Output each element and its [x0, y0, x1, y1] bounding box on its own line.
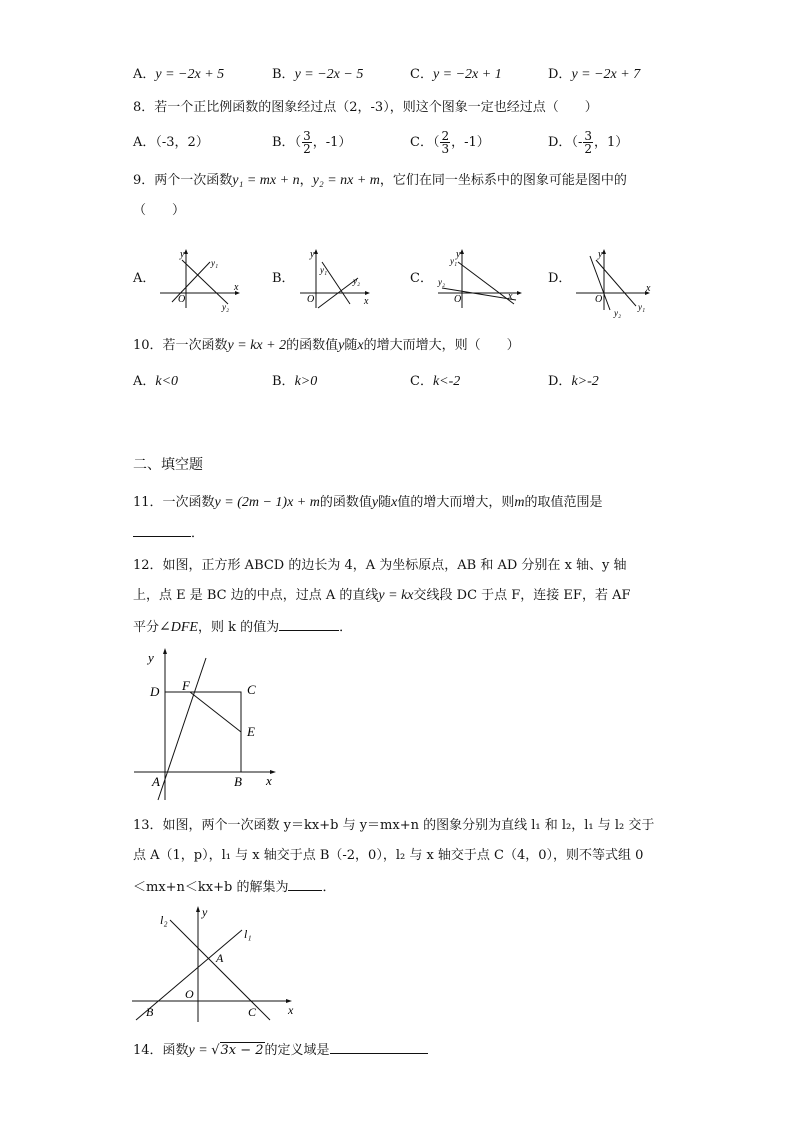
q9-option-b-label: B． — [272, 271, 295, 286]
q8-option-c: C．（ $\frac{2}{3}$ ，-1） — [410, 129, 490, 156]
y-arrow — [602, 249, 606, 254]
q13-line3: ＜mx+n＜kx+b 的解集为 ． — [133, 880, 336, 895]
label-b: B — [234, 774, 242, 789]
q7-option-b: B．y = −2x − 5 — [272, 67, 364, 82]
q10-option-a: A．k<0 — [133, 374, 179, 389]
q11-blank[interactable] — [133, 524, 191, 537]
y-arrow — [163, 648, 167, 654]
q8-option-a: A．（-3，2） — [133, 135, 209, 150]
q10-option-c: C．k<-2 — [410, 374, 461, 389]
x-label: x — [234, 282, 239, 293]
q7-option-c: C．y = −2x + 1 — [410, 67, 502, 82]
x-arrow — [365, 291, 370, 295]
y-label: y — [180, 249, 185, 260]
label-l2: l₂ — [160, 913, 168, 927]
q13-line2: 点 A（1，p），l₁ 与 x 轴交于点 B（-2，0），l₂ 与 x 轴交于点 C（4，0），则不等式组 0 — [133, 848, 644, 863]
segment-ef — [190, 692, 241, 732]
label-a: A — [216, 951, 224, 965]
y2-label: y₂ — [614, 308, 622, 318]
label-e: E — [247, 724, 255, 739]
label-a: A — [152, 774, 160, 789]
q11-answer-line[interactable]: ． — [133, 524, 204, 543]
q9-graph-a — [158, 246, 242, 314]
label-y: y — [148, 650, 154, 665]
q12-figure — [130, 644, 290, 804]
x-label: x — [646, 283, 651, 294]
q14-radicand: 3x − 2 — [220, 1043, 264, 1058]
label-d: D — [150, 684, 160, 699]
y1-label: y₁ — [638, 302, 646, 312]
q10-option-b: B．k>0 — [272, 374, 318, 389]
origin-label: O — [307, 294, 315, 305]
y2-label: y₂ — [438, 277, 446, 287]
q9-paren: （ ） — [133, 203, 186, 218]
line-y1 — [458, 262, 514, 304]
q14-stem: 14．函数y = √3x − 2的定义域是 — [133, 1041, 428, 1060]
q12-blank[interactable] — [279, 618, 339, 631]
q11-stem: 11．一次函数y = (2m − 1)x + m的函数值y随x值的增大而增大，则m的取值范围是 — [133, 495, 603, 510]
q8-option-d: D．（- $\frac{3}{2}$ ，1） — [548, 129, 629, 156]
q10-stem: 10．若一次函数y = kx + 2的函数值y随x的增大而增大，则（ ） — [133, 338, 520, 353]
label-b: B — [146, 1005, 154, 1019]
q9-graph-c — [436, 246, 526, 314]
origin-label: O — [595, 294, 603, 305]
q8-stem: 8．若一个正比例函数的图象经过点（2，-3），则这个图象一定也经过点（ ） — [133, 100, 598, 115]
x-label: x — [508, 291, 513, 302]
q9-option-d-label: D． — [548, 271, 572, 286]
q10-option-d: D．k>-2 — [548, 374, 599, 389]
q9-option-c-label: C． — [410, 271, 433, 286]
y-label: y — [598, 249, 603, 260]
y2-label: y₂ — [353, 276, 361, 286]
label-o: O — [185, 987, 194, 1001]
label-c: C — [248, 1005, 257, 1019]
label-f: F — [182, 678, 190, 693]
y-arrow — [460, 249, 464, 254]
q14-blank[interactable] — [330, 1041, 428, 1054]
y-label: y — [310, 249, 315, 260]
q7-option-d: D．y = −2x + 7 — [548, 67, 641, 82]
q9-graph-d — [574, 246, 658, 318]
label-c: C — [247, 682, 256, 697]
section-title-fill-blank: 二、填空题 — [133, 457, 203, 473]
q13-blank[interactable] — [288, 878, 322, 891]
q12-line1: 12．如图，正方形 ABCD 的边长为 4，A 为坐标原点，AB 和 AD 分别在 x 轴、y 轴 — [133, 558, 627, 573]
q8-option-b: B．（ $\frac{3}{2}$ ，-1） — [272, 129, 352, 156]
x-arrow — [517, 291, 522, 295]
q13-line1: 13．如图，两个一次函数 y＝kx+b 与 y＝mx+n 的图象分别为直线 l₁ 和 l₂，l₁ 与 l₂ 交于 — [133, 818, 655, 833]
x-label: x — [364, 296, 369, 307]
label-x: x — [266, 773, 272, 788]
y1-label: y₁ — [450, 256, 458, 266]
y-label: y — [456, 249, 461, 260]
y-arrow — [184, 249, 188, 254]
origin-label: O — [178, 294, 186, 305]
y1-label: y₁ — [320, 265, 328, 275]
y-arrow — [196, 906, 200, 912]
q9-graph-b — [298, 246, 382, 314]
q13-figure — [130, 902, 300, 1024]
q9-stem: 9．两个一次函数y₁ = mx + n，y₂ = nx + m，它们在同一坐标系中的图象可能是图中的 — [133, 173, 627, 188]
origin-label: O — [454, 294, 462, 305]
y1-label: y₁ — [211, 258, 219, 268]
y2-label: y₂ — [222, 302, 230, 312]
square-abcd — [165, 692, 241, 772]
y-arrow — [314, 249, 318, 254]
q7-option-a: A．y = −2x + 5 — [133, 67, 225, 82]
q9-option-a-label: A． — [133, 271, 156, 286]
q12-line3: 平分∠DFE，则 k 的值为 ． — [133, 620, 353, 635]
label-x: x — [288, 1003, 294, 1017]
label-y: y — [202, 905, 208, 919]
label-l1: l₁ — [244, 927, 252, 941]
q12-line2: 上，点 E 是 BC 边的中点，过点 A 的直线y = kx交线段 DC 于点 F，连接 EF，若 AF — [133, 588, 631, 603]
